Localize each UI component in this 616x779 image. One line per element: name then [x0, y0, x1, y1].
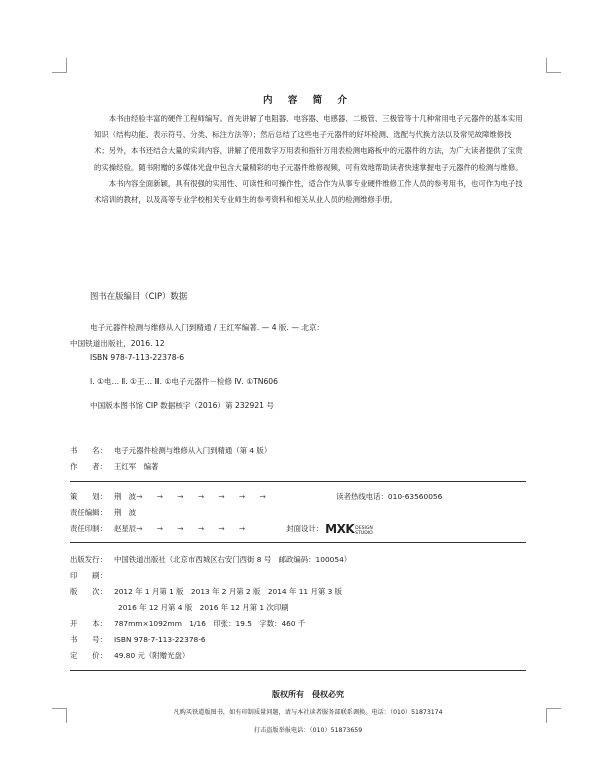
cover-designer-label: 封面设计：	[286, 524, 324, 533]
price-label: 定 价：	[70, 651, 107, 660]
book-title-label: 书 名：	[70, 446, 107, 455]
logo-sub: DESIGN	[355, 526, 373, 531]
printer-row	[70, 570, 114, 581]
book-title-row	[70, 445, 271, 456]
planner: 荆 波	[114, 492, 137, 501]
quality-note: 凡购买铁道版图书，如有印制质量问题，请与本社读者服务部联系调换。电话：（010）51873174	[173, 709, 443, 716]
intro-body	[94, 111, 524, 208]
divider	[70, 670, 526, 671]
edition: 2012 年 1 月第 1 版 2013 年 2 月第 2 版 2014 年 11 月第 3 版	[114, 587, 343, 596]
print-manager: 赵星辰	[114, 524, 137, 533]
isbn-row	[70, 634, 206, 645]
print-manager-label: 责任印制：	[70, 524, 107, 533]
format-row	[70, 618, 305, 629]
rights-title: 版权所有 侵权必究	[272, 690, 344, 699]
planner-label: 策 划：	[70, 492, 107, 501]
format-label: 开 本：	[70, 619, 107, 628]
crop-mark-top-right	[546, 58, 561, 73]
editor-label: 责任编辑：	[70, 508, 107, 517]
price: 49.80 元（附赠光盘）	[114, 651, 190, 660]
publisher-label: 出版发行：	[70, 555, 107, 564]
cip-line: 中国铁道出版社，2016. 12	[70, 339, 165, 348]
edition-row-2: 2016 年 12 月第 4 版 2016 年 12 月第 1 次印刷	[118, 603, 289, 612]
cip-number: 中国版本图书馆 CIP 数据核字（2016）第 232921 号	[90, 401, 274, 410]
cip-line: 电子元器件检测与维修从入门到精通 / 王红军编著. — 4 版. — 北京：	[90, 323, 325, 332]
intro-paragraph: 本书内容全面新颖，具有很强的实用性、可读性和可操作性，适合作为从事专业硬件维修工作人员的参考用书，也可作为电子技术培训的教材，以及高等专业学校相关专业师生的参考资料和相关从业人员的检测维修手册。	[94, 178, 523, 205]
divider	[70, 542, 526, 543]
edition-label: 版 次：	[70, 587, 107, 596]
printer-label: 印 刷：	[70, 571, 107, 580]
cip-classification: Ⅰ. ①电… Ⅱ. ①王… Ⅲ. ①电子元器件－检修 Ⅳ. ①TN606	[90, 377, 278, 386]
cip-heading: 图书在版编目（CIP）数据	[90, 291, 188, 301]
divider	[70, 481, 526, 482]
reader-hotline: 读者热线电话：010-63560056	[336, 492, 443, 501]
print-manager-row: 责任印制： 赵星辰→ → → → → → 封面设计： MXKDESIGN STUDIO	[70, 522, 373, 536]
intro-title: 内 容 简 介	[263, 95, 353, 106]
editor-row	[70, 507, 136, 518]
author-row	[70, 461, 158, 472]
author-label: 作 者：	[70, 462, 107, 471]
book-title: 电子元器件检测与维修从入门到精通（第 4 版）	[114, 446, 272, 455]
planner-row: 策 划： 荆 波→ → → → → → → 读者热线电话：010-63560056	[70, 492, 443, 501]
edition-row	[70, 586, 342, 597]
intro-paragraph: 本书由经验丰富的硬件工程师编写。首先讲解了电阻器、电容器、电感器、二极管、三极管等十几种常用电子元器件的基本实用知识（结构功能、表示符号、分类、标注方法等）；然后总结了这些电子元器件的好坏检测、选配与代换方法以及常见故障维修技术；另外，本书还结合大量的实训内容，讲解了使用数字万用表和指针万用表检测电路板中的元器件的方法，为广大读者提供了宝贵的实操经验。随书附赠的多媒体光盘中包含大量精彩的电子元器件维修视频，可有效地帮助读者快速掌握电子元器件的检测与维修。	[94, 114, 523, 172]
price-row	[70, 650, 189, 661]
author: 王红军 编著	[114, 462, 159, 471]
logo-text: MXK	[325, 522, 355, 536]
publisher-row	[70, 554, 351, 565]
format: 787mm×1092mm 1/16 印张：19.5 字数：460 千	[114, 619, 306, 628]
logo-sub: STUDIO	[355, 531, 373, 536]
publisher: 中国铁道出版社（北京市西城区右安门西街 8 号 邮政编码：100054）	[114, 555, 352, 564]
isbn-label: 书 号：	[70, 635, 107, 644]
mxk-design-logo	[325, 522, 373, 536]
cip-isbn: ISBN 978-7-113-22378-6	[90, 353, 185, 362]
isbn: ISBN 978-7-113-22378-6	[114, 635, 206, 644]
editor: 荆 波	[114, 508, 137, 517]
crop-mark-top-left	[52, 58, 67, 73]
piracy-hotline: 打击盗版举报电话：（010）51873659	[253, 727, 363, 734]
